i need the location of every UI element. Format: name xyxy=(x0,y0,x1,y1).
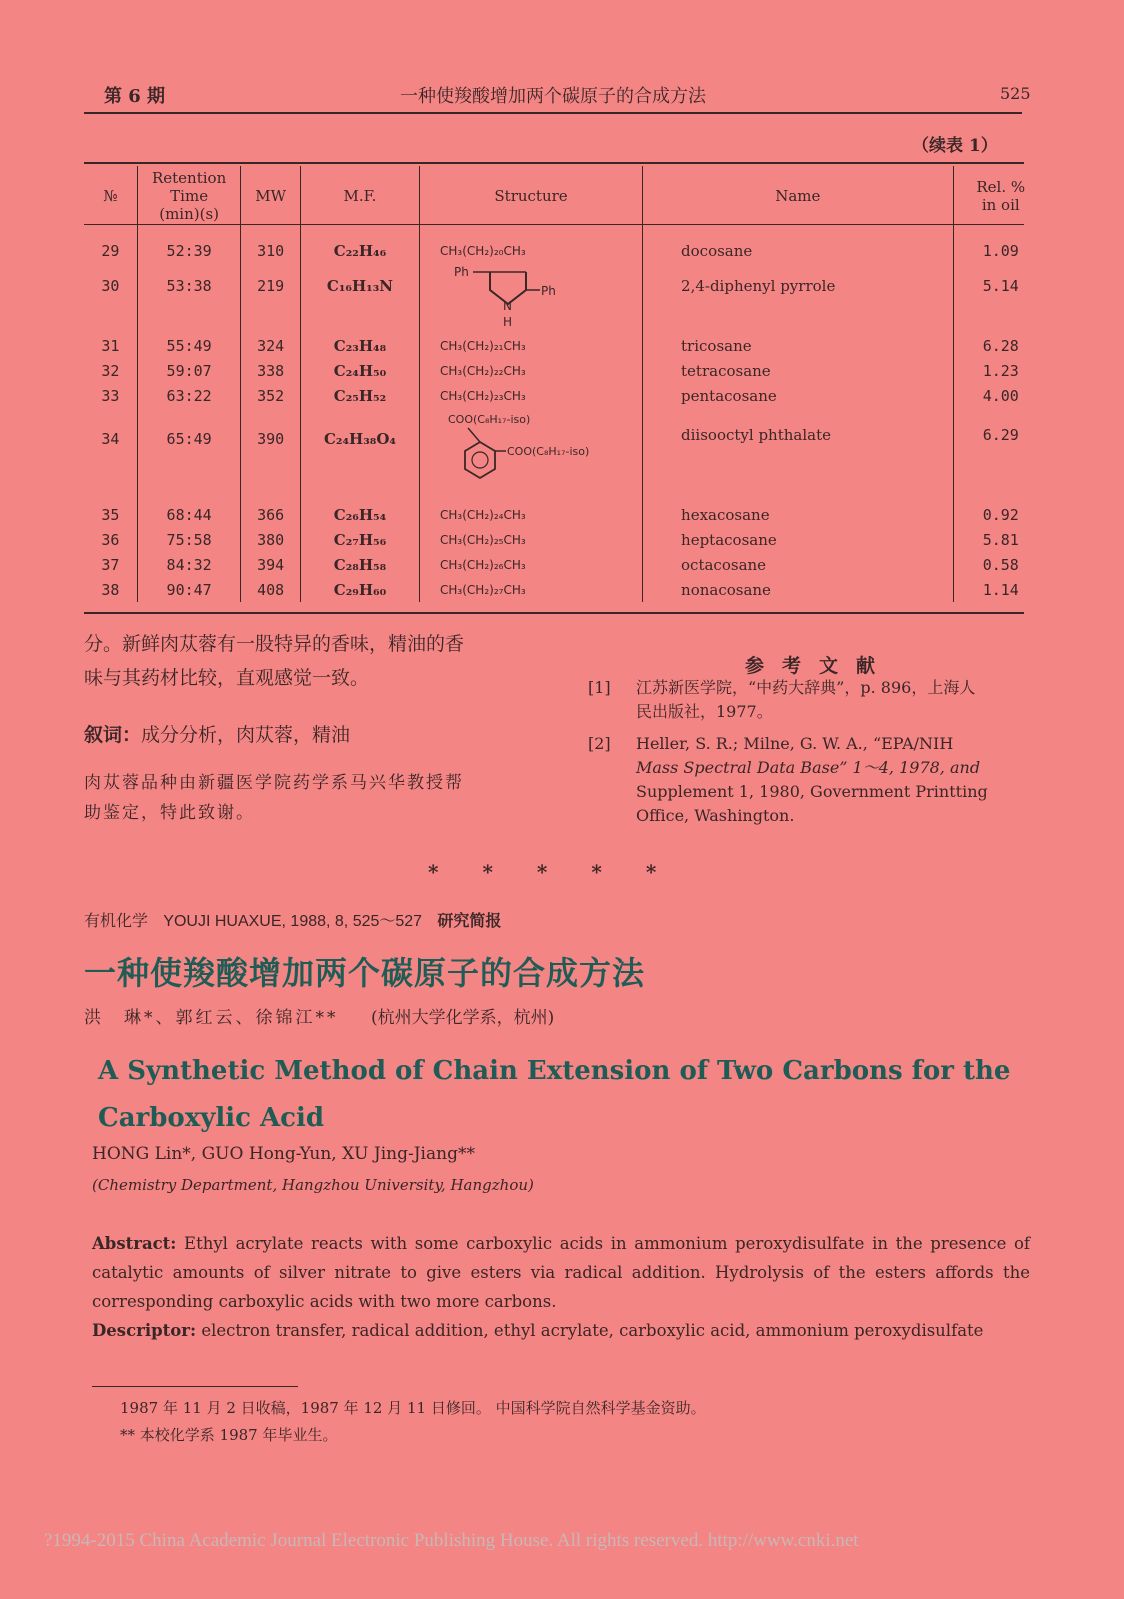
reference-2: [2] xyxy=(588,734,611,753)
footnote-1: 1987 年 11 月 2 日收稿，1987 年 12 月 11 日修回。 中国科学院自然科学基金资助。 xyxy=(120,1399,706,1417)
col-structure: Structure xyxy=(420,166,643,226)
affiliation-en: (Chemistry Department, Hangzhou University, Hangzhou) xyxy=(92,1176,534,1194)
ph-label: Ph xyxy=(541,283,556,298)
table-row: 30 53:38 219 C₁₆H₁₃N Ph Ph N H 2,4-diphenyl pyrrole 5.14 xyxy=(84,263,1048,333)
col-retention-time: Retention Time (min)(s) xyxy=(137,166,241,226)
table-row: 29 52:39 310 C₂₂H₄₆ CH₃(CH₂)₂₀CH₃ docosane 1.09 xyxy=(84,226,1048,263)
n-label: N xyxy=(503,298,513,313)
reference-1-text: 江苏新医学院，“中药大辞典”，p. 896，上海人 民出版社，1977。 xyxy=(636,678,976,721)
col-rel: Rel. % in oil xyxy=(953,166,1048,226)
reference-1: [1] xyxy=(588,678,611,697)
journal-citation: 有机化学 YOUJI HUAXUE, 1988, 8, 525～527 研究简报 xyxy=(84,911,502,930)
running-title: 一种使羧酸增加两个碳原子的合成方法 xyxy=(400,86,706,107)
keywords-text: 成分分析，肉苁蓉，精油 xyxy=(141,724,351,746)
body-paragraph: 分。新鲜肉苁蓉有一股特异的香味，精油的香 味与其药材比较，直观感觉一致。 xyxy=(84,633,465,689)
table-top-rule xyxy=(84,162,1024,164)
acknowledgement: 肉苁蓉品种由新疆医学院药学系马兴华教授帮 助鉴定，特此致谢。 xyxy=(84,773,464,823)
table-row: 35 68:44 366 C₂₆H₅₄ CH₃(CH₂)₂₄CH₃ hexacosane 0.92 xyxy=(84,502,1048,527)
keywords xyxy=(84,718,350,752)
table-row: 37 84:32 394 C₂₈H₅₈ CH₃(CH₂)₂₆CH₃ octacosane 0.58 xyxy=(84,552,1048,577)
issue-label: 第 6 期 xyxy=(104,86,166,107)
table-row: 34 65:49 390 C₂₄H₃₈O₄ COO(C₈H₁₇-iso) COO(C₈H₁₇-iso) diisooctyl phthalate 6.29 xyxy=(84,408,1048,502)
col-mf: M.F. xyxy=(300,166,419,226)
reference-2-text: Heller, S. R.; Milne, G. W. A., “EPA/NIH Mass Spectral Data Base” 1～4, 1978, and Supplement 1, 1980, Government Printting Office, Washington. xyxy=(636,734,988,825)
section-separator: ***** xyxy=(428,860,701,884)
abstract-label: Abstract: xyxy=(92,1234,177,1253)
col-name: Name xyxy=(643,166,954,226)
table-row: 33 63:22 352 C₂₅H₅₂ CH₃(CH₂)₂₃CH₃ pentacosane 4.00 xyxy=(84,383,1048,408)
header-rule xyxy=(84,112,1022,114)
authors-cn: 洪 琳*、郭红云、徐锦江** (杭州大学化学系，杭州) xyxy=(84,1008,555,1028)
table-row: 38 90:47 408 C₂₉H₆₀ CH₃(CH₂)₂₇CH₃ nonacosane 1.14 xyxy=(84,577,1048,602)
page-number: 525 xyxy=(1000,84,1031,103)
col-no: № xyxy=(103,187,118,205)
h-label: H xyxy=(503,314,513,329)
keywords-label: 叙词： xyxy=(84,724,142,746)
ester-group-label: COO(C₈H₁₇-iso) xyxy=(448,412,531,426)
ester-group-label: COO(C₈H₁₇-iso) xyxy=(507,444,590,458)
col-mw: MW xyxy=(241,166,301,226)
descriptor-label: Descriptor: xyxy=(92,1321,197,1340)
table-row: 36 75:58 380 C₂₇H₅₆ CH₃(CH₂)₂₅CH₃ heptacosane 5.81 xyxy=(84,527,1048,552)
table-row: 31 55:49 324 C₂₃H₄₈ CH₃(CH₂)₂₁CH₃ tricosane 6.28 xyxy=(84,333,1048,358)
references-title: 参考文献 xyxy=(745,655,894,677)
article-title-cn: 一种使羧酸增加两个碳原子的合成方法 xyxy=(84,954,646,992)
phthalate-structure xyxy=(440,409,640,499)
pyrrole-structure xyxy=(440,264,590,330)
footnote-rule xyxy=(92,1386,298,1387)
table-bottom-rule xyxy=(84,612,1024,614)
authors-en: HONG Lin*, GUO Hong-Yun, XU Jing-Jiang** xyxy=(92,1144,475,1164)
footnote-2: ** 本校化学系 1987 年毕业生。 xyxy=(120,1426,338,1444)
table-row: 32 59:07 338 C₂₄H₅₀ CH₃(CH₂)₂₂CH₃ tetracosane 1.23 xyxy=(84,358,1048,383)
abstract xyxy=(92,1229,1030,1345)
copyright-footer: ?1994-2015 China Academic Journal Electronic Publishing House. All rights reserved. http://www.cnki.net xyxy=(44,1530,859,1551)
descriptor-text: electron transfer, radical addition, ethyl acrylate, carboxylic acid, ammonium peroxydisulfate xyxy=(201,1321,984,1340)
gc-ms-table xyxy=(84,166,1048,602)
table-continued-label: （续表 1） xyxy=(912,136,998,156)
article-title-en: A Synthetic Method of Chain Extension of Two Carbons for the Carboxylic Acid xyxy=(98,1056,1011,1133)
ph-label: Ph xyxy=(454,264,469,279)
abstract-text: Ethyl acrylate reacts with some carboxylic acids in ammonium peroxydisulfate in the presence of catalytic amounts of silver nitrate to give esters via radical addition. Hydrolysis of the esters affords the corresponding carboxylic acids with two more carbons. xyxy=(92,1234,1030,1311)
